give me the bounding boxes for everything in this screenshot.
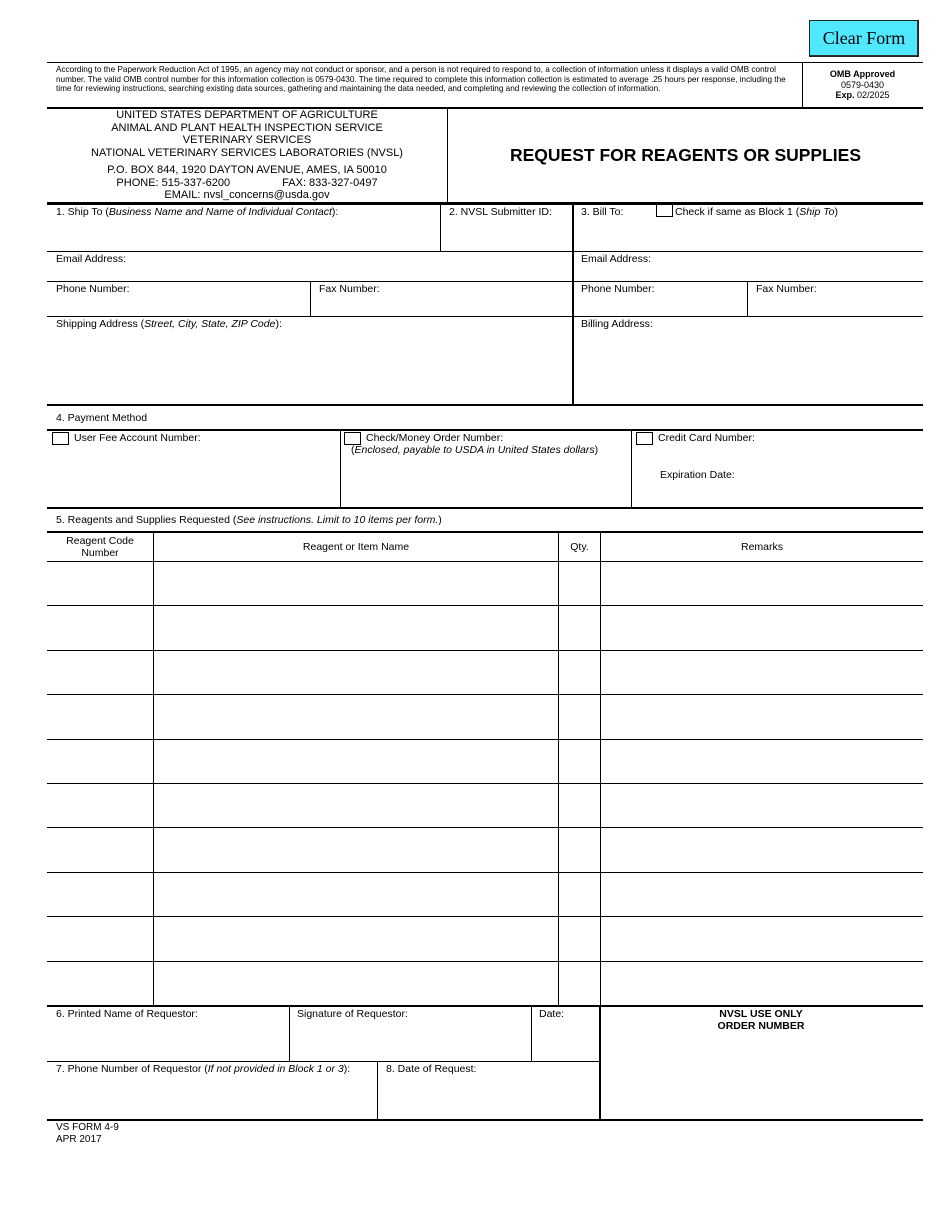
- table-row-rule: [47, 961, 923, 962]
- table-row-rule: [47, 650, 923, 651]
- agency-line2: ANIMAL AND PLANT HEALTH INSPECTION SERVICE: [111, 121, 383, 134]
- omb-number: 0579-0430: [840, 79, 885, 90]
- bill-email-label: Email Address:: [581, 253, 652, 265]
- nvsl-use-only: NVSL USE ONLY ORDER NUMBER: [717, 1008, 805, 1032]
- reagent-code-cell[interactable]: [47, 741, 153, 781]
- table-header-rule: [47, 561, 923, 562]
- reagent-code-cell[interactable]: [47, 874, 153, 914]
- qty-cell[interactable]: [559, 874, 600, 914]
- qty-cell[interactable]: [559, 741, 600, 781]
- divider-b7-b8: [377, 1061, 378, 1119]
- agency-address: P.O. BOX 844, 1920 DAYTON AVENUE, AMES, IA 50010: [107, 164, 387, 176]
- row-rule-block7: [47, 1061, 600, 1062]
- printed-name-label: 6. Printed Name of Requestor:: [56, 1008, 198, 1020]
- reagent-code-cell[interactable]: [47, 652, 153, 692]
- divider-ship-phone-fax: [310, 281, 311, 316]
- reagent-code-cell[interactable]: [47, 918, 153, 958]
- qty-cell[interactable]: [559, 829, 600, 869]
- table-row-rule: [47, 872, 923, 873]
- requestor-phone-label: 7. Phone Number of Requestor (If not provided in Block 1 or 3):: [56, 1063, 351, 1075]
- bill-phone-label: Phone Number:: [581, 283, 655, 295]
- form-title: REQUEST FOR REAGENTS OR SUPPLIES: [509, 145, 862, 165]
- table-row-rule: [47, 694, 923, 695]
- reagent-name-cell[interactable]: [154, 918, 558, 958]
- omb-expiration: Exp. 02/2025: [835, 90, 890, 100]
- omb-box: [802, 69, 923, 101]
- submitter-id-label: 2. NVSL Submitter ID:: [449, 206, 552, 218]
- remarks-cell[interactable]: [601, 829, 923, 869]
- expiration-date-label: Expiration Date:: [660, 469, 735, 481]
- section-rule-4: [47, 1005, 923, 1007]
- agency-line4: NATIONAL VETERINARY SERVICES LABORATORIES (NVSL): [91, 146, 403, 159]
- remarks-cell[interactable]: [601, 963, 923, 1003]
- table-row-rule: [47, 605, 923, 606]
- qty-cell[interactable]: [559, 652, 600, 692]
- divider-sig-date: [531, 1007, 532, 1061]
- paperwork-notice: According to the Paperwork Reduction Act of 1995, an agency may not conduct or sponsor, and a person is not required to respond to, a collection of information unless it displays a valid OMB control number. The valid OMB control number for this information collection is 0579-0430. The time required to complete this information collection is estimated to average .25 hours per response, including the time for reviewing instructions, searching existing data sources, gathering and maintaining the data needed, and completing and reviewing the collection of information.: [56, 65, 786, 93]
- qty-cell[interactable]: [559, 918, 600, 958]
- reagent-name-cell[interactable]: [154, 874, 558, 914]
- table-top-rule: [47, 531, 923, 533]
- ship-to-label: 1. Ship To (Business Name and Name of Individual Contact):: [56, 206, 339, 218]
- row-rule-phone: [47, 281, 923, 282]
- reagent-name-cell[interactable]: [154, 652, 558, 692]
- ship-email-label: Email Address:: [56, 253, 127, 265]
- reagents-title: 5. Reagents and Supplies Requested (See instructions. Limit to 10 items per form.): [56, 514, 442, 526]
- qty-cell[interactable]: [559, 785, 600, 825]
- reagent-code-cell[interactable]: [47, 696, 153, 736]
- table-row-rule: [47, 916, 923, 917]
- section-rule-3: [47, 507, 923, 509]
- agency-email: EMAIL: nvsl_concerns@usda.gov: [164, 189, 330, 201]
- table-row-rule: [47, 739, 923, 740]
- check-money-label: Check/Money Order Number:: [366, 432, 504, 444]
- table-row-rule: [47, 827, 923, 828]
- row-rule-email: [47, 251, 923, 252]
- section-rule-1: [47, 202, 923, 205]
- user-fee-checkbox[interactable]: [52, 432, 69, 445]
- remarks-cell[interactable]: [601, 696, 923, 736]
- reagent-name-cell[interactable]: [154, 696, 558, 736]
- remarks-cell[interactable]: [601, 563, 923, 603]
- billing-address-label: Billing Address:: [581, 318, 653, 330]
- divider-bill-phone-fax: [747, 281, 748, 316]
- qty-cell[interactable]: [559, 607, 600, 647]
- reagent-code-cell[interactable]: [47, 785, 153, 825]
- reagent-name-cell[interactable]: [154, 785, 558, 825]
- clear-form-button[interactable]: Clear Form: [809, 20, 919, 57]
- reagent-name-cell[interactable]: [154, 963, 558, 1003]
- date-label: Date:: [539, 1008, 565, 1020]
- qty-cell[interactable]: [559, 563, 600, 603]
- row-rule-address: [47, 316, 923, 317]
- section-rule-2: [47, 404, 923, 406]
- table-row-rule: [47, 783, 923, 784]
- credit-card-checkbox[interactable]: [636, 432, 653, 445]
- remarks-cell[interactable]: [601, 785, 923, 825]
- payment-rule: [47, 429, 923, 431]
- ship-phone-label: Phone Number:: [56, 283, 130, 295]
- col-reagent-name-header: Reagent or Item Name: [302, 541, 410, 553]
- reagent-code-cell[interactable]: [47, 829, 153, 869]
- user-fee-label: User Fee Account Number:: [74, 432, 201, 444]
- divider-name-sig: [289, 1007, 290, 1061]
- col-reagent-code-header: Reagent Code Number: [66, 535, 134, 559]
- reagent-code-cell[interactable]: [47, 607, 153, 647]
- agency-block: [47, 109, 447, 202]
- omb-approved: OMB Approved: [829, 69, 896, 79]
- qty-cell[interactable]: [559, 963, 600, 1003]
- payment-method-title: 4. Payment Method: [56, 412, 148, 424]
- divider-payment-2: [631, 431, 632, 507]
- agency-line3: VETERINARY SERVICES: [182, 134, 312, 146]
- bill-fax-label: Fax Number:: [756, 283, 817, 295]
- shipping-address-label: Shipping Address (Street, City, State, ZIP Code):: [56, 318, 282, 330]
- credit-card-label: Credit Card Number:: [658, 432, 755, 444]
- qty-cell[interactable]: [559, 696, 600, 736]
- ship-fax-label: Fax Number:: [319, 283, 380, 295]
- reagent-name-cell[interactable]: [154, 829, 558, 869]
- col-remarks-header: Remarks: [740, 541, 783, 553]
- remarks-cell[interactable]: [601, 874, 923, 914]
- remarks-cell[interactable]: [601, 652, 923, 692]
- divider-b1-b2: [440, 205, 441, 251]
- divider-ship-bill: [572, 205, 574, 405]
- enclosed-note: (Enclosed, payable to USDA in United States dollars): [351, 444, 599, 456]
- reagent-name-cell[interactable]: [154, 563, 558, 603]
- reagent-code-cell[interactable]: [47, 563, 153, 603]
- remarks-cell[interactable]: [601, 607, 923, 647]
- divider-payment-1: [340, 431, 341, 507]
- same-as-block1-checkbox[interactable]: [656, 204, 673, 217]
- request-date-label: 8. Date of Request:: [386, 1063, 477, 1075]
- reagent-code-cell[interactable]: [47, 963, 153, 1003]
- col-qty-header: Qty.: [570, 541, 589, 553]
- reagent-name-cell[interactable]: [154, 607, 558, 647]
- agency-line1: UNITED STATES DEPARTMENT OF AGRICULTURE: [116, 109, 378, 121]
- agency-phone-fax: PHONE: 515-337-6200 FAX: 833-327-0497: [116, 176, 378, 189]
- remarks-cell[interactable]: [601, 741, 923, 781]
- bottom-rule: [47, 1119, 923, 1121]
- reagent-name-cell[interactable]: [154, 741, 558, 781]
- form-number: VS FORM 4-9: [56, 1122, 119, 1133]
- form-date: APR 2017: [56, 1134, 102, 1145]
- signature-label: Signature of Requestor:: [297, 1008, 408, 1020]
- same-as-block1-label: Check if same as Block 1 (Ship To): [675, 206, 839, 218]
- header-top-rule: [47, 62, 923, 63]
- remarks-cell[interactable]: [601, 918, 923, 958]
- bill-to-label: 3. Bill To:: [581, 206, 624, 218]
